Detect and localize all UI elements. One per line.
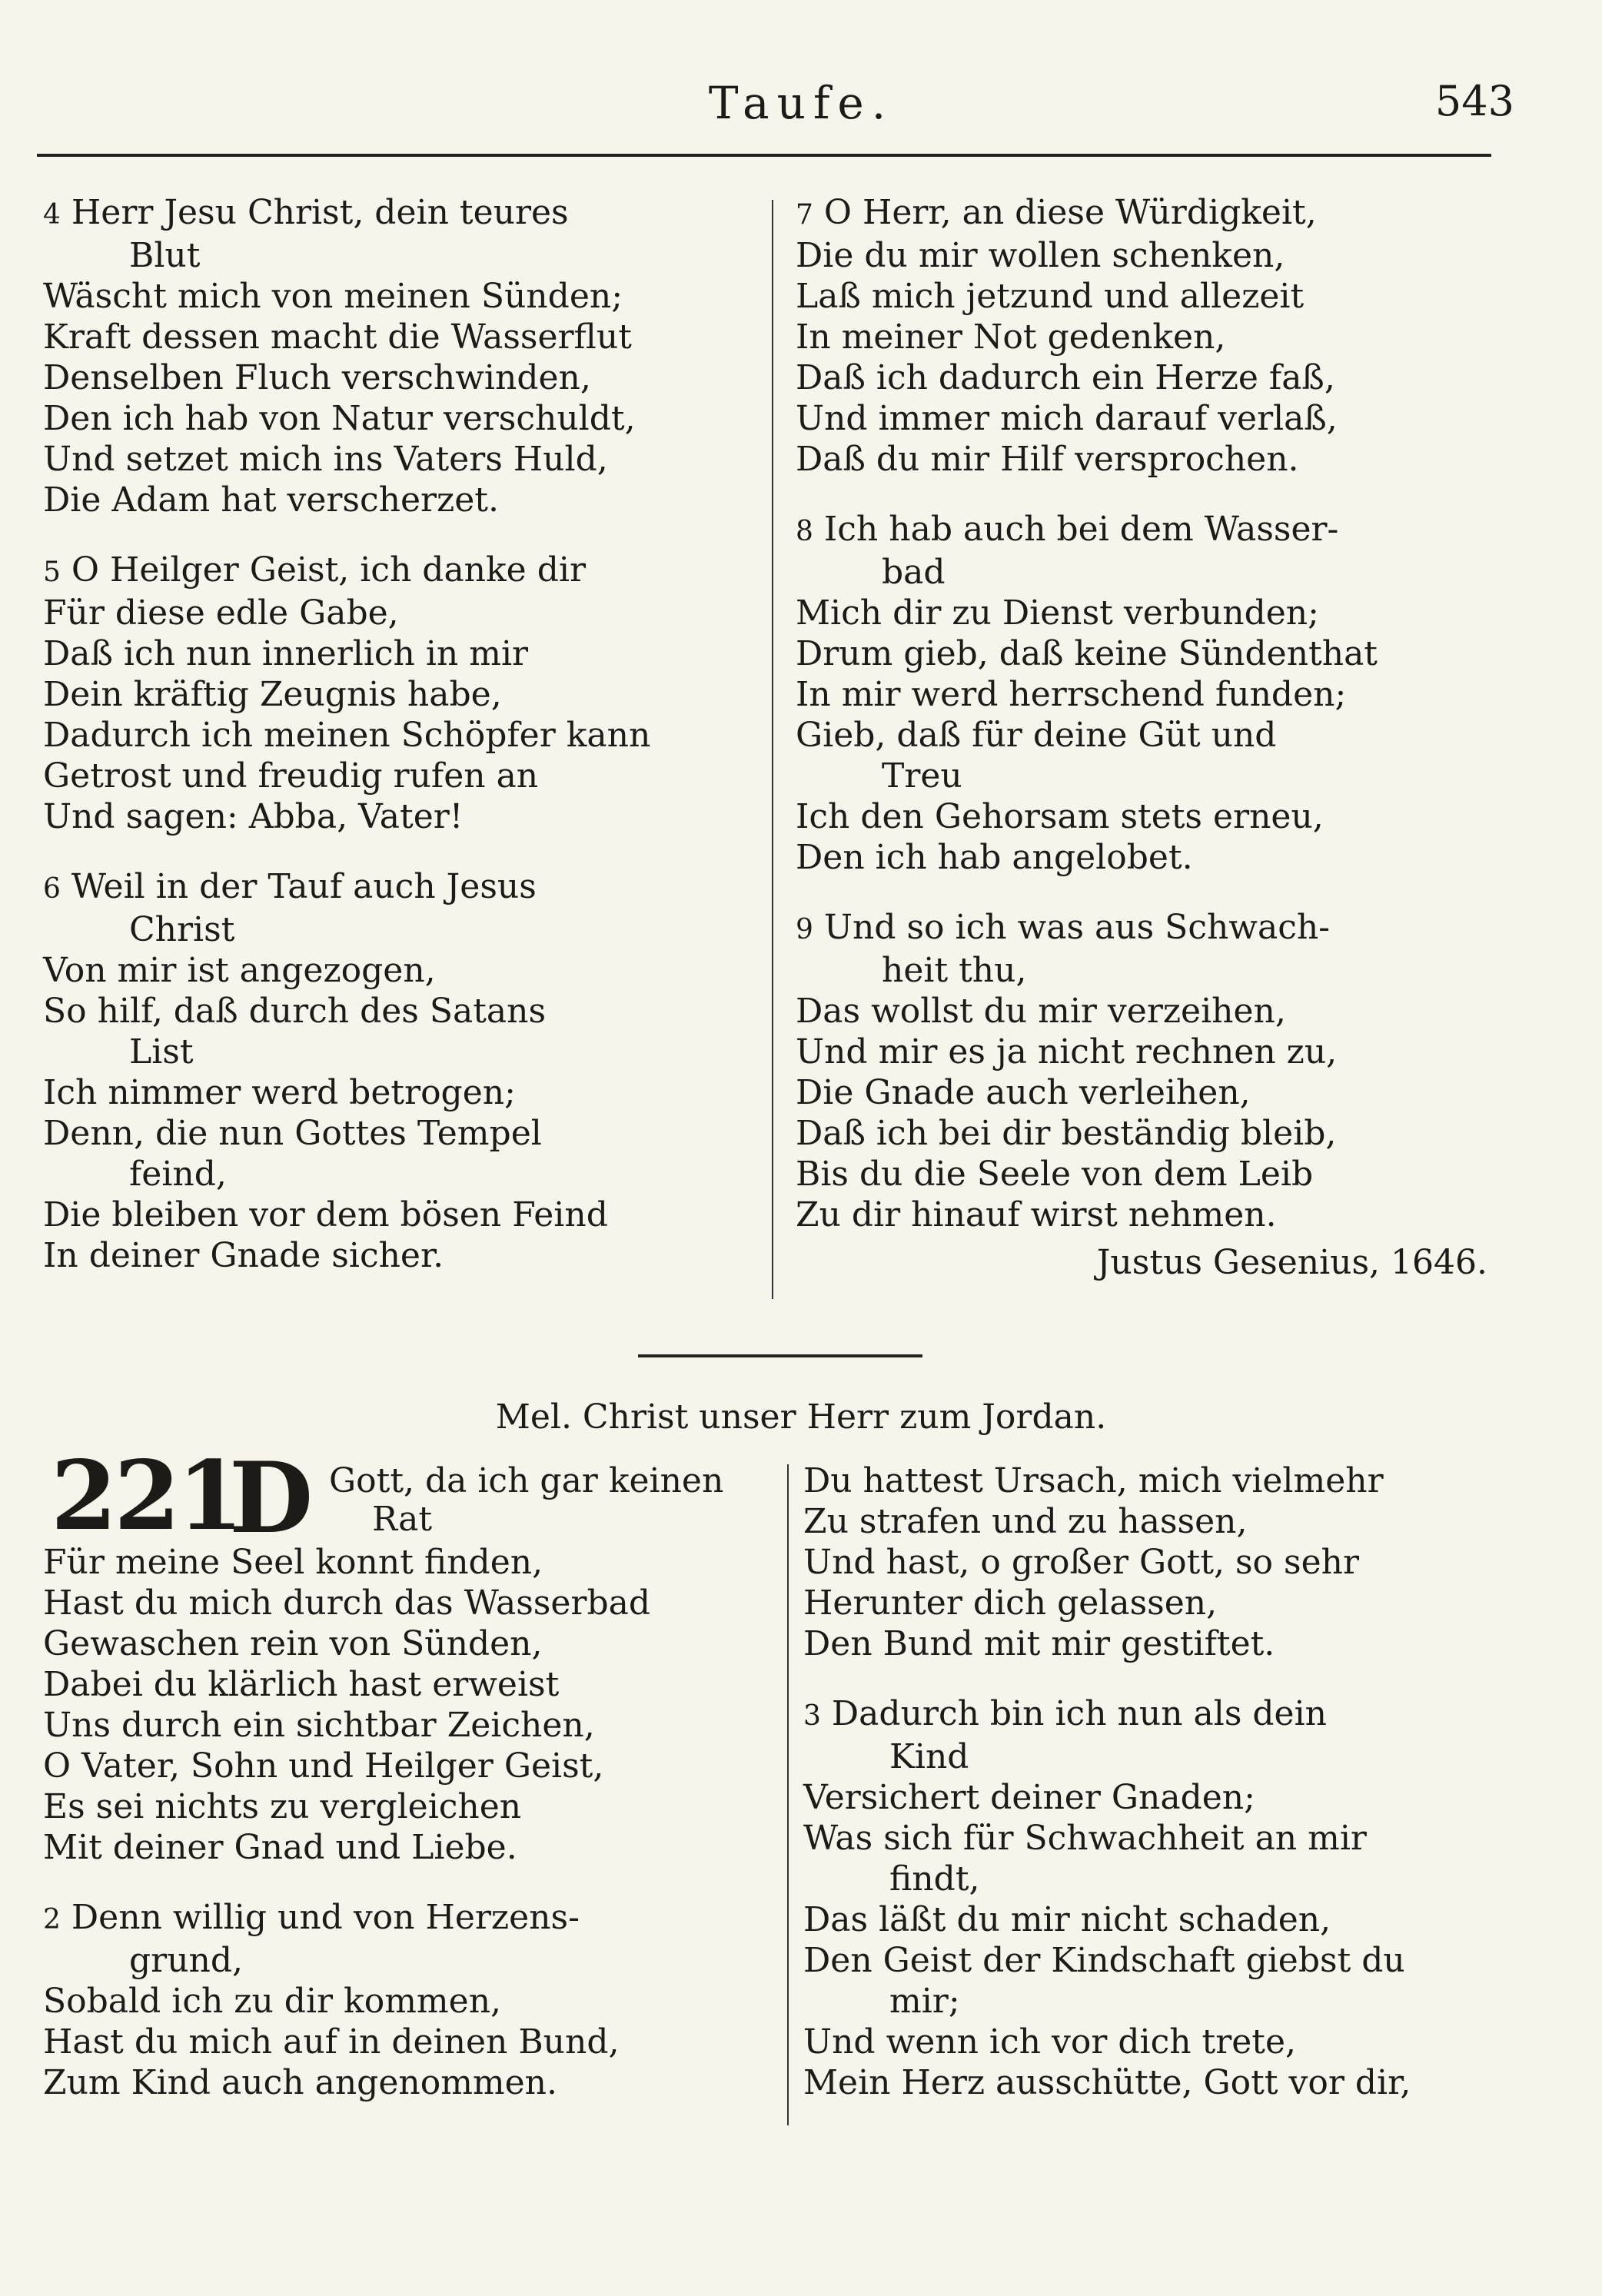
verse-line [43,1154,758,1195]
verse-line-text: Und setzet mich ins Vaters Huld, [43,440,608,479]
verse-9 [796,907,1511,1235]
verse-line-text: feind, [129,1155,227,1194]
verse-line [803,1460,1511,1501]
verse-line [796,317,1511,357]
verse-line [796,837,1511,878]
verse-line-text: Laß mich jetzund und allezeit [796,277,1305,316]
verse-line [43,909,758,950]
verse-line-text: Dabei du klärlich hast erweist [43,1665,560,1704]
verse-line-text: Den ich hab angelobet. [796,838,1193,877]
verse-line-text: In mir werd herrschend funden; [796,675,1347,714]
verse-line [43,1235,758,1276]
verse-line [803,1981,1511,2022]
verse-4 [43,192,758,520]
verse-line [796,509,1511,552]
hymn-heading [43,1440,781,1555]
verse-line-text: Daß ich bei dir beständig bleib, [796,1114,1337,1153]
verse-line-text: Gewaschen rein von Sünden, [43,1624,543,1663]
verse-line-text: So hilf, daß durch des Satans [43,992,547,1031]
verse-line-text: Daß ich nun innerlich in mir [43,634,529,673]
running-head-title: Taufe. [708,77,894,129]
verse-line [796,398,1511,439]
verse-6 [43,866,758,1276]
verse-line [803,1777,1511,1818]
verse-line-text: Bis du die Seele von dem Leib [796,1155,1314,1194]
verse-line-text: Versichert deiner Gnaden; [803,1778,1255,1817]
verse-line-text: Das wollst du mir verzeihen, [796,992,1286,1031]
verse-line [796,991,1511,1032]
verse-line [43,2062,781,2103]
verse-line [43,480,758,520]
verse-line [43,2022,781,2062]
verse-line [43,715,758,756]
drop-cap-initial: D [229,1441,314,1555]
verse-line-text: Uns durch ein sichtbar Zeichen, [43,1706,595,1745]
verse-line [803,1940,1511,1981]
verse-line [796,357,1511,398]
section-divider-rule [638,1354,922,1357]
verse-line-text: List [129,1032,194,1072]
verse-line [796,950,1511,991]
verse-number: 6 [43,873,61,905]
verse-line-text: Von mir ist angezogen, [43,951,436,990]
verse-line-text: Christ [129,910,235,949]
verse-line [43,1746,781,1786]
verse-line [796,1072,1511,1113]
verse-line [43,1705,781,1746]
verse-line [43,1981,781,2022]
verse-line-text: Zu dir hinauf wirst nehmen. [796,1195,1277,1234]
verse-line [43,550,758,593]
verse-line-text: Und mir es ja nicht rechnen zu, [796,1032,1338,1072]
verse-line-text: Die Gnade auch verleihen, [796,1073,1251,1112]
verse-number: 3 [803,1700,821,1732]
verse-line [43,1583,781,1623]
verse-line-text: Hast du mich durch das Wasserbad [43,1583,651,1623]
hymn-first-line-continuation: Rat [372,1500,433,1539]
verse-line [796,1113,1511,1154]
verse-line [43,674,758,715]
verse-line [43,1786,781,1827]
verse-line-text: Denn willig und von Herzens- [71,1898,580,1937]
verse-line [803,1736,1511,1777]
verse-line [43,593,758,633]
verse-2-continuation [803,1460,1511,1664]
verse-line [43,192,758,235]
hymn-221-left-column [43,1440,781,2132]
verse-line-text: Weil in der Tauf auch Jesus [71,867,537,906]
verse-number: 5 [43,557,61,588]
verse-line-text: Die bleiben vor dem bösen Feind [43,1195,608,1234]
verse-line-text: In deiner Gnade sicher. [43,1236,444,1275]
verse-line [796,552,1511,593]
verse-line-text: O Heilger Geist, ich danke dir [71,550,586,590]
verse-number: 8 [796,516,813,547]
verse-line-text: Den Geist der Kindschaft giebst du [803,1941,1405,1980]
verse-line-text: In meiner Not gedenken, [796,317,1226,357]
verse-line-text: Die du mir wollen schenken, [796,236,1285,275]
verse-line [43,1113,758,1154]
verse-line [796,276,1511,317]
verse-line [796,1154,1511,1195]
column-divider-top [772,200,773,1299]
verse-line-text: Sobald ich zu dir kommen, [43,1982,502,2021]
verse-line [43,950,758,991]
header-rule [37,154,1491,157]
verse-line [796,1195,1511,1235]
top-left-column [43,192,758,1305]
verse-line-text: Den ich hab von Natur verschuldt, [43,399,636,438]
verse-line-text: Herunter dich gelassen, [803,1583,1218,1623]
verse-line-text: Und wenn ich vor dich trete, [803,2022,1297,2062]
verse-line [803,1542,1511,1583]
verse-line-text: Ich den Gehorsam stets erneu, [796,797,1324,836]
verse-line-text: Zum Kind auch angenommen. [43,2063,558,2102]
verse-line [803,1899,1511,1940]
verse-line [803,1859,1511,1899]
verse-2 [43,1897,781,2103]
verse-line-text: Dein kräftig Zeugnis habe, [43,675,502,714]
melody-indication: Mel. Christ unser Herr zum Jordan. [495,1397,1107,1437]
verse-line-text: heit thu, [882,951,1027,990]
hymn-number: 221 [51,1440,241,1552]
verse-line-text: O Vater, Sohn und Heilger Geist, [43,1746,604,1786]
verse-line [43,357,758,398]
verse-line [796,235,1511,276]
verse-8 [796,509,1511,878]
column-divider-bottom [787,1464,789,2125]
verse-line [43,235,758,276]
verse-line [43,398,758,439]
verse-line-text: Denn, die nun Gottes Tempel [43,1114,542,1153]
verse-line [796,796,1511,837]
verse-line-text: Und hast, o großer Gott, so sehr [803,1543,1360,1582]
verse-line [43,1827,781,1868]
verse-line-text: Mit deiner Gnad und Liebe. [43,1828,517,1867]
verse-line-text: O Herr, an diese Würdigkeit, [823,193,1317,232]
verse-line [43,1940,781,1981]
verse-line [803,1501,1511,1542]
top-right-column [796,192,1511,1286]
verse-line-text: Getrost und freudig rufen an [43,756,539,796]
verse-line-text: Herr Jesu Christ, dein teures [71,193,569,232]
verse-line-text: Kind [889,1737,969,1776]
verse-line [43,1032,758,1072]
verse-line-text: Gieb, daß für deine Güt und [796,716,1277,755]
verse-line [43,439,758,480]
verse-line-text: Zu strafen und zu hassen, [803,1502,1248,1541]
verse-line [796,633,1511,674]
verse-line-text: grund, [129,1941,244,1980]
verse-5 [43,550,758,837]
verse-line-text: Kraft dessen macht die Wasserflut [43,317,632,357]
verse-line [43,991,758,1032]
verse-line [796,756,1511,796]
verse-line-text: mir; [889,1982,960,2021]
verse-line-text: Die Adam hat verscherzet. [43,480,499,520]
verse-line [43,866,758,909]
verse-line-text: Mich dir zu Dienst verbunden; [796,593,1319,633]
verse-number: 4 [43,199,61,231]
verse-line-text: Blut [129,236,201,275]
verse-line-text: Denselben Fluch verschwinden, [43,358,591,397]
verse-line-text: Dadurch ich meinen Schöpfer kann [43,716,651,755]
verse-line-text: Treu [882,756,962,796]
verse-line-text: Ich nimmer werd betrogen; [43,1073,516,1112]
verse-line-text: Mein Herz ausschütte, Gott vor dir, [803,2063,1411,2102]
verse-line-text: Und sagen: Abba, Vater! [43,797,464,836]
verse-line [43,1664,781,1705]
verse-line [43,796,758,837]
verse-line [796,674,1511,715]
verse-line-text: Es sei nichts zu vergleichen [43,1787,522,1826]
verse-line-text: Daß du mir Hilf versprochen. [796,440,1299,479]
hymn-first-line: Gott, da ich gar keinen [329,1461,724,1500]
verse-line-text: Hast du mich auf in deinen Bund, [43,2022,620,2062]
verse-line [43,276,758,317]
verse-line-text: Drum gieb, daß keine Sündenthat [796,634,1378,673]
verse-line-text: Ich hab auch bei dem Wasser- [823,510,1339,549]
verse-7 [796,192,1511,480]
verse-line [796,907,1511,950]
verse-line [43,1623,781,1664]
hymn-221-right-column [803,1460,1511,2132]
verse-line-text: Daß ich dadurch ein Herze faß, [796,358,1335,397]
verse-line [803,1623,1511,1664]
verse-line [803,1818,1511,1859]
verse-line [803,2022,1511,2062]
verse-1 [43,1542,781,1868]
verse-line [43,633,758,674]
verse-line [796,192,1511,235]
verse-line-text: Den Bund mit mir gestiftet. [803,1624,1275,1663]
verse-line [803,1583,1511,1623]
verse-line [796,715,1511,756]
verse-line-text: Für diese edle Gabe, [43,593,399,633]
verse-line-text: bad [882,553,946,592]
verse-number: 9 [796,914,813,945]
verse-line [803,2062,1511,2103]
verse-line [796,1032,1511,1072]
verse-line [803,1693,1511,1736]
verse-line-text: Und immer mich darauf verlaß, [796,399,1338,438]
verse-3 [803,1693,1511,2103]
verse-line [43,1897,781,1940]
verse-line-text: findt, [889,1859,980,1899]
verse-line-text: Und so ich was aus Schwach- [823,908,1331,947]
verse-line-text: Du hattest Ursach, mich vielmehr [803,1461,1384,1500]
verse-line [796,439,1511,480]
page-number: 543 [1434,77,1514,125]
verse-line-text: Für meine Seel konnt finden, [43,1543,543,1582]
verse-line [43,317,758,357]
verse-line [43,756,758,796]
verse-line-text: Wäscht mich von meinen Sünden; [43,277,623,316]
verse-line-text: Was sich für Schwachheit an mir [803,1819,1367,1858]
verse-line-text: Dadurch bin ich nun als dein [831,1694,1328,1733]
verse-number: 7 [796,199,813,231]
verse-line [43,1072,758,1113]
hymn-author-attribution: Justus Gesenius, 1646. [1096,1243,1487,1282]
verse-number: 2 [43,1904,61,1935]
verse-line-text: Das läßt du mir nicht schaden, [803,1900,1331,1939]
verse-line [796,593,1511,633]
verse-line [43,1195,758,1235]
